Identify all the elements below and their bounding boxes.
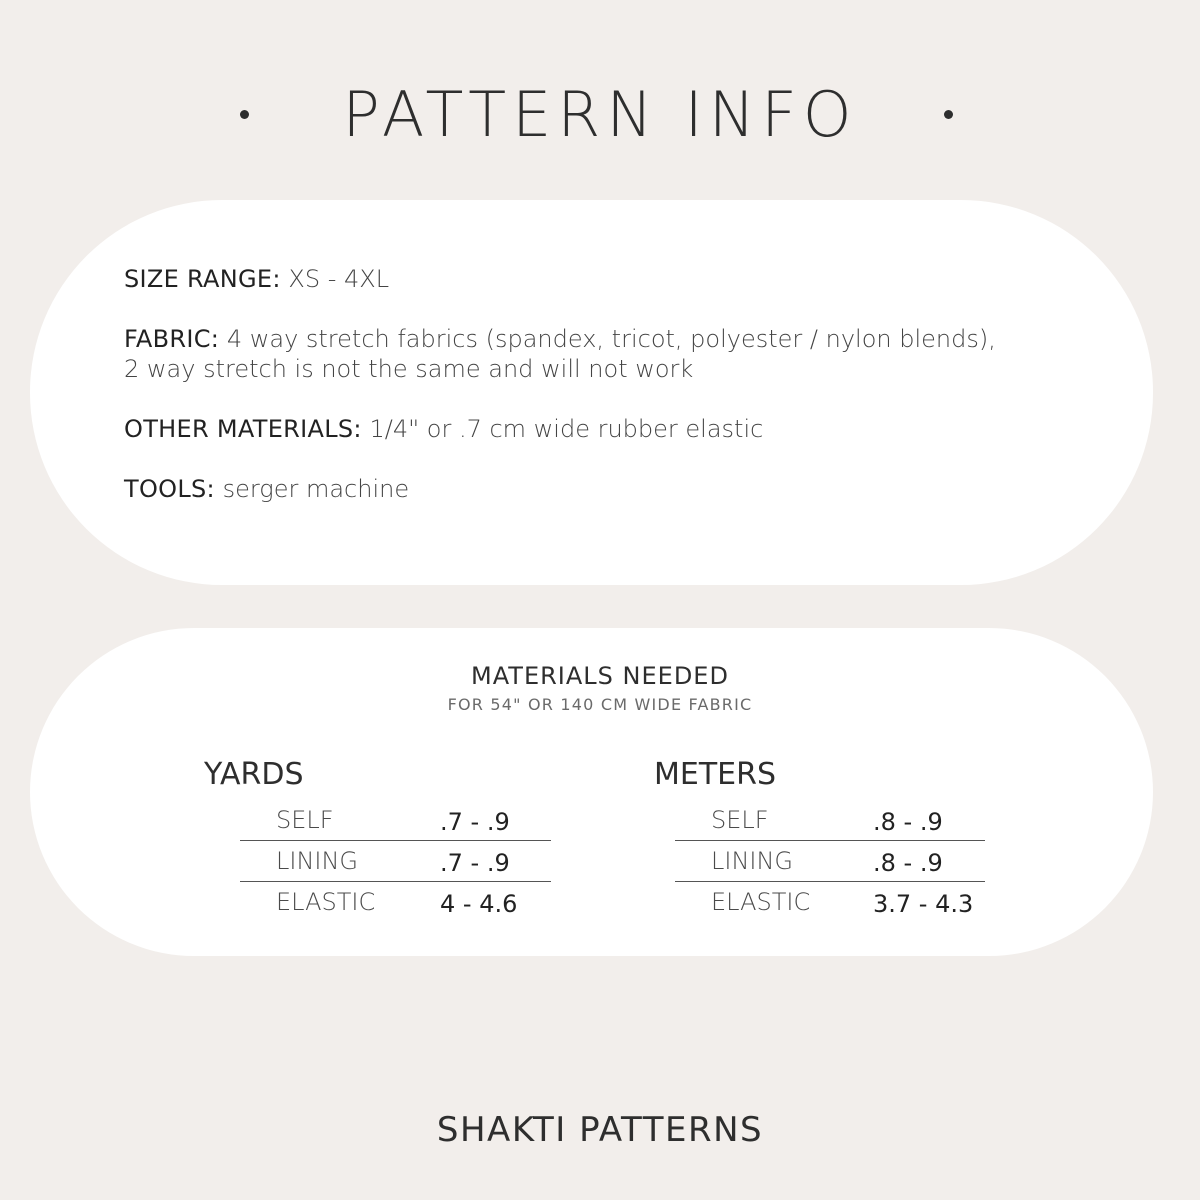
table-row: [675, 881, 985, 922]
meters-table: [675, 800, 985, 922]
yards-lining-name: LINING: [276, 847, 359, 875]
meters-elastic-name: ELASTIC: [711, 888, 811, 916]
yards-lining-value: .7 - .9: [440, 849, 510, 877]
table-row: [675, 800, 985, 840]
table-row: [240, 840, 551, 881]
fabric-label: FABRIC:: [124, 325, 220, 353]
size-range-line: [124, 264, 1004, 294]
other-materials-label: OTHER MATERIALS:: [124, 415, 362, 443]
table-row: [675, 840, 985, 881]
size-range-value: XS - 4XL: [288, 265, 390, 293]
table-row: [240, 881, 551, 922]
yards-self-name: SELF: [276, 806, 334, 834]
pattern-info-panel: [30, 200, 1153, 585]
yards-elastic-name: ELASTIC: [276, 888, 376, 916]
yards-self-value: .7 - .9: [440, 808, 510, 836]
materials-subheading: FOR 54" OR 140 CM WIDE FABRIC: [447, 695, 753, 714]
yards-title: YARDS: [204, 757, 304, 792]
meters-title: METERS: [654, 757, 777, 792]
fabric-value: 4 way stretch fabrics (spandex, tricot, polyester / nylon blends), 2 way stretch is not the same and will not work: [124, 325, 996, 383]
meters-self-name: SELF: [711, 806, 769, 834]
tools-line: [124, 474, 1004, 504]
brand-footer: SHAKTI PATTERNS: [436, 1110, 764, 1150]
other-materials-value: 1/4" or .7 cm wide rubber elastic: [369, 415, 764, 443]
other-materials-line: [124, 414, 1004, 444]
size-range-label: SIZE RANGE:: [124, 265, 281, 293]
page-title: PATTERN INFO: [342, 78, 858, 151]
bullet-dot-right: [944, 110, 953, 119]
materials-heading: MATERIALS NEEDED: [471, 662, 729, 690]
meters-elastic-value: 3.7 - 4.3: [873, 890, 974, 918]
meters-self-value: .8 - .9: [873, 808, 943, 836]
tools-label: TOOLS:: [124, 475, 215, 503]
table-row: [240, 800, 551, 840]
fabric-line: [124, 324, 1004, 384]
yards-table: [240, 800, 551, 922]
title-row: [0, 72, 1200, 162]
meters-lining-value: .8 - .9: [873, 849, 943, 877]
meters-lining-name: LINING: [711, 847, 794, 875]
yards-elastic-value: 4 - 4.6: [440, 890, 518, 918]
tools-value: serger machine: [222, 475, 410, 503]
